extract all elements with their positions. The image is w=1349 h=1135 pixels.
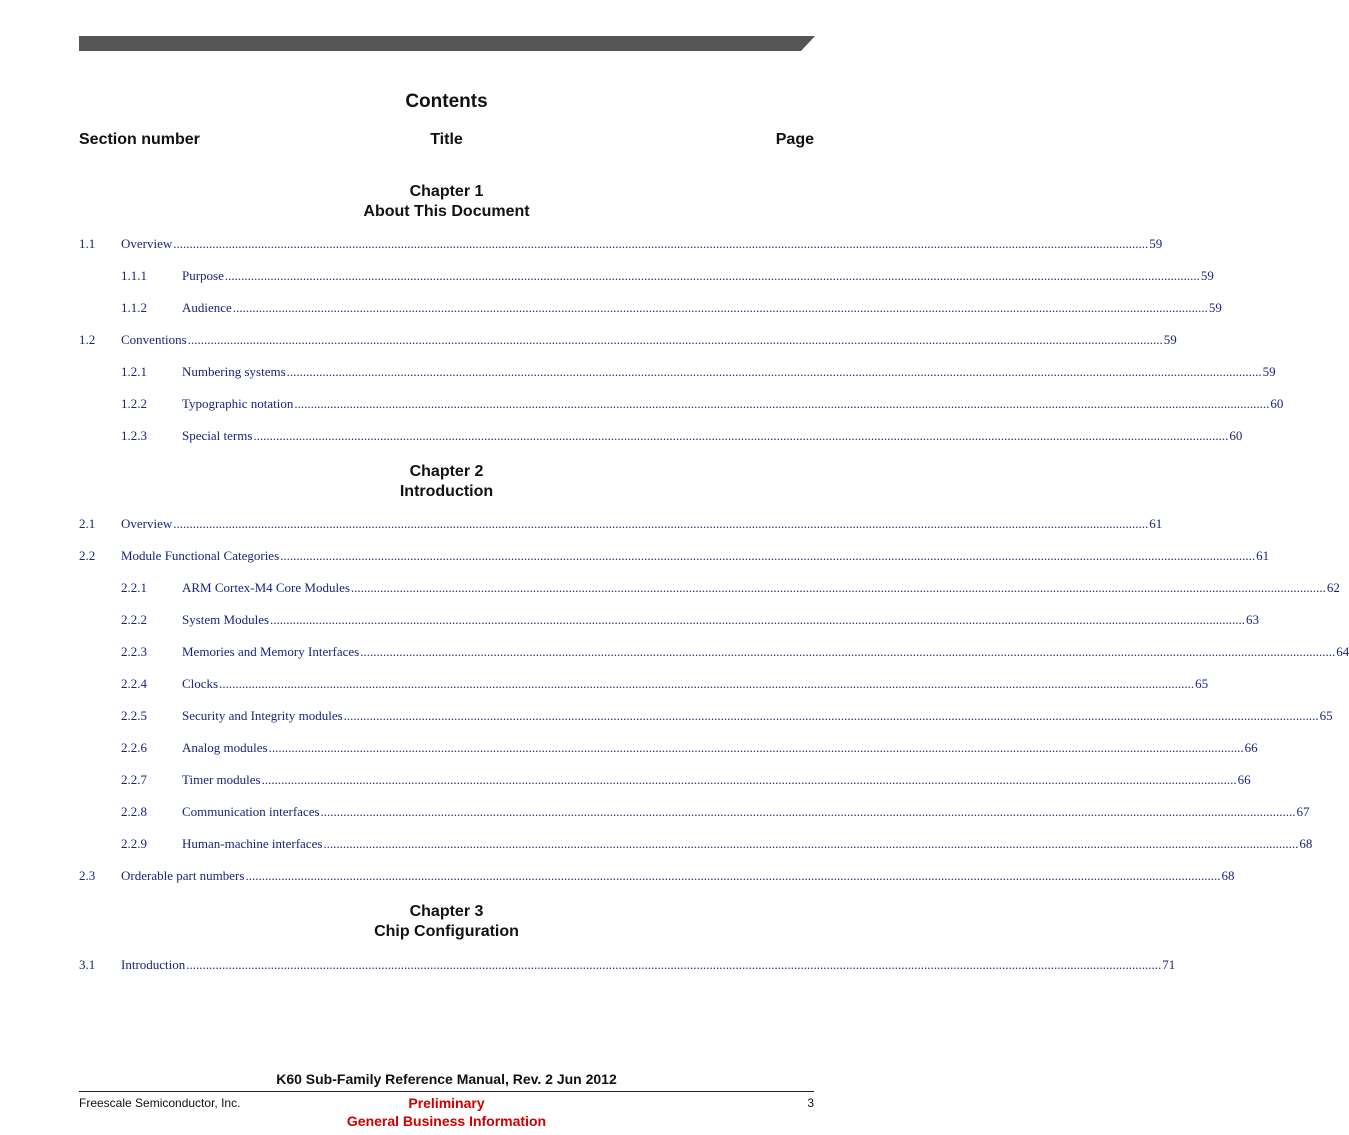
section-title: Overview	[121, 516, 173, 531]
chapter-heading	[0, 902, 893, 942]
page-number: 65	[1195, 676, 1209, 691]
section-title: Communication interfaces	[182, 804, 320, 819]
chapter-title: Introduction	[399, 483, 494, 500]
section-number: 2.2.6	[121, 740, 147, 755]
section-number: 1.1.1	[121, 268, 147, 283]
dot-leader: ............................................................................................................................................................................................................................................................................................................	[343, 708, 1319, 723]
section-title: Special terms	[182, 428, 253, 443]
company-name: Freescale Semiconductor, Inc.	[79, 1096, 241, 1110]
section-title: Orderable part numbers	[121, 868, 245, 883]
dot-leader: ............................................................................................................................................................................................................................................................................................................	[173, 516, 1149, 531]
dot-leader: ............................................................................................................................................................................................................................................................................................................	[360, 644, 1336, 659]
section-number: 2.1	[79, 516, 96, 531]
manual-title: K60 Sub-Family Reference Manual, Rev. 2 Jun 2012	[276, 1071, 617, 1087]
section-title: Clocks	[182, 676, 219, 691]
toc-entry[interactable]	[121, 836, 1313, 852]
toc-entry[interactable]	[79, 548, 1270, 564]
dot-leader: ............................................................................................................................................................................................................................................................................................................	[268, 740, 1244, 755]
toc-entry[interactable]	[121, 396, 1284, 412]
section-title: Security and Integrity modules	[182, 708, 343, 723]
page-number: 71	[1162, 957, 1176, 972]
page-title: Contents	[405, 91, 488, 112]
toc-entry[interactable]	[121, 804, 1310, 820]
toc-entry[interactable]	[121, 708, 1333, 724]
section-number: 2.2.1	[121, 580, 147, 595]
page-number: 66	[1244, 740, 1258, 755]
toc-entry[interactable]	[121, 364, 1276, 380]
section-number: 2.2	[79, 548, 96, 563]
page-number: 66	[1237, 772, 1251, 787]
dot-leader: ............................................................................................................................................................................................................................................................................................................	[187, 332, 1163, 347]
toc-entry[interactable]	[79, 236, 1163, 252]
section-number: 2.2.9	[121, 836, 147, 851]
page-number: 65	[1319, 708, 1333, 723]
section-number: 1.2.1	[121, 364, 147, 379]
dot-leader: ............................................................................................................................................................................................................................................................................................................	[320, 804, 1296, 819]
section-title: Audience	[182, 300, 232, 315]
preliminary-label: Preliminary	[408, 1095, 485, 1111]
toc-entry[interactable]	[79, 516, 1163, 532]
page-number: 68	[1221, 868, 1235, 883]
footer-divider	[79, 1091, 814, 1092]
toc-entry[interactable]	[121, 772, 1251, 788]
section-number: 1.2	[79, 332, 96, 347]
section-number: 1.1.2	[121, 300, 147, 315]
column-header-page: Page	[775, 131, 814, 148]
column-header-title: Title	[430, 131, 463, 148]
page-number: 63	[1246, 612, 1260, 627]
dot-leader: ............................................................................................................................................................................................................................................................................................................	[186, 957, 1162, 972]
section-title: System Modules	[182, 612, 270, 627]
page-number: 59	[1149, 236, 1163, 251]
section-number: 3.1	[79, 957, 96, 972]
section-title: Analog modules	[182, 740, 268, 755]
dot-leader: ............................................................................................................................................................................................................................................................................................................	[224, 268, 1200, 283]
page-number: 59	[1262, 364, 1276, 379]
section-number: 2.2.4	[121, 676, 147, 691]
toc-entry[interactable]	[121, 580, 1340, 596]
chapter-number: Chapter 1	[409, 183, 484, 200]
header-bar	[79, 36, 815, 51]
section-number: 2.2.5	[121, 708, 147, 723]
dot-leader: ............................................................................................................................................................................................................................................................................................................	[219, 676, 1195, 691]
section-title: Conventions	[121, 332, 187, 347]
footer-page-number: 3	[807, 1096, 814, 1110]
section-number: 2.2.8	[121, 804, 147, 819]
dot-leader: ............................................................................................................................................................................................................................................................................................................	[270, 612, 1246, 627]
dot-leader: ............................................................................................................................................................................................................................................................................................................	[323, 836, 1299, 851]
page-number: 67	[1296, 804, 1310, 819]
toc-entry[interactable]	[121, 644, 1349, 660]
chapter-number: Chapter 3	[409, 903, 484, 920]
section-number: 1.1	[79, 236, 96, 251]
toc-entry[interactable]	[79, 868, 1235, 884]
section-number: 1.2.3	[121, 428, 147, 443]
toc-entry[interactable]	[121, 268, 1214, 284]
toc-entry[interactable]	[121, 740, 1258, 756]
page-number: 64	[1336, 644, 1349, 659]
page-number: 60	[1229, 428, 1243, 443]
chapter-title: Chip Configuration	[374, 923, 519, 940]
dot-leader: ............................................................................................................................................................................................................................................................................................................	[294, 396, 1270, 411]
dot-leader: ............................................................................................................................................................................................................................................................................................................	[245, 868, 1221, 883]
page-number: 61	[1256, 548, 1270, 563]
page-number: 62	[1326, 580, 1340, 595]
section-title: Module Functional Categories	[121, 548, 280, 563]
dot-leader: ............................................................................................................................................................................................................................................................................................................	[232, 300, 1208, 315]
toc-entry[interactable]	[121, 300, 1222, 316]
chapter-title: About This Document	[363, 203, 530, 220]
page-number: 59	[1163, 332, 1177, 347]
page-number: 60	[1270, 396, 1284, 411]
section-number: 2.2.2	[121, 612, 147, 627]
page-number: 68	[1299, 836, 1313, 851]
section-number: 1.2.2	[121, 396, 147, 411]
page-number: 59	[1208, 300, 1222, 315]
classification-label: General Business Information	[346, 1113, 547, 1129]
section-title: Numbering systems	[182, 364, 286, 379]
toc-entry[interactable]	[79, 332, 1177, 348]
toc-entry[interactable]	[121, 676, 1209, 692]
dot-leader: ............................................................................................................................................................................................................................................................................................................	[286, 364, 1262, 379]
section-title: ARM Cortex-M4 Core Modules	[182, 580, 350, 595]
section-title: Purpose	[182, 268, 224, 283]
chapter-heading	[0, 182, 893, 222]
toc-entry[interactable]	[121, 428, 1243, 444]
section-title: Timer modules	[182, 772, 261, 787]
toc-entry[interactable]	[79, 957, 1176, 973]
section-title: Typographic notation	[182, 396, 294, 411]
column-header-section: Section number	[79, 131, 200, 148]
dot-leader: ............................................................................................................................................................................................................................................................................................................	[350, 580, 1326, 595]
section-title: Human-machine interfaces	[182, 836, 323, 851]
page-number: 59	[1200, 268, 1214, 283]
page-number: 61	[1149, 516, 1163, 531]
chapter-number: Chapter 2	[409, 463, 484, 480]
section-title: Memories and Memory Interfaces	[182, 644, 360, 659]
section-number: 2.2.7	[121, 772, 147, 787]
chapter-heading	[0, 462, 893, 502]
section-title: Introduction	[121, 957, 186, 972]
dot-leader: ............................................................................................................................................................................................................................................................................................................	[173, 236, 1149, 251]
dot-leader: ............................................................................................................................................................................................................................................................................................................	[253, 428, 1229, 443]
section-title: Overview	[121, 236, 173, 251]
dot-leader: ............................................................................................................................................................................................................................................................................................................	[280, 548, 1256, 563]
dot-leader: ............................................................................................................................................................................................................................................................................................................	[261, 772, 1237, 787]
toc-entry[interactable]	[121, 612, 1260, 628]
section-number: 2.3	[79, 868, 96, 883]
section-number: 2.2.3	[121, 644, 147, 659]
